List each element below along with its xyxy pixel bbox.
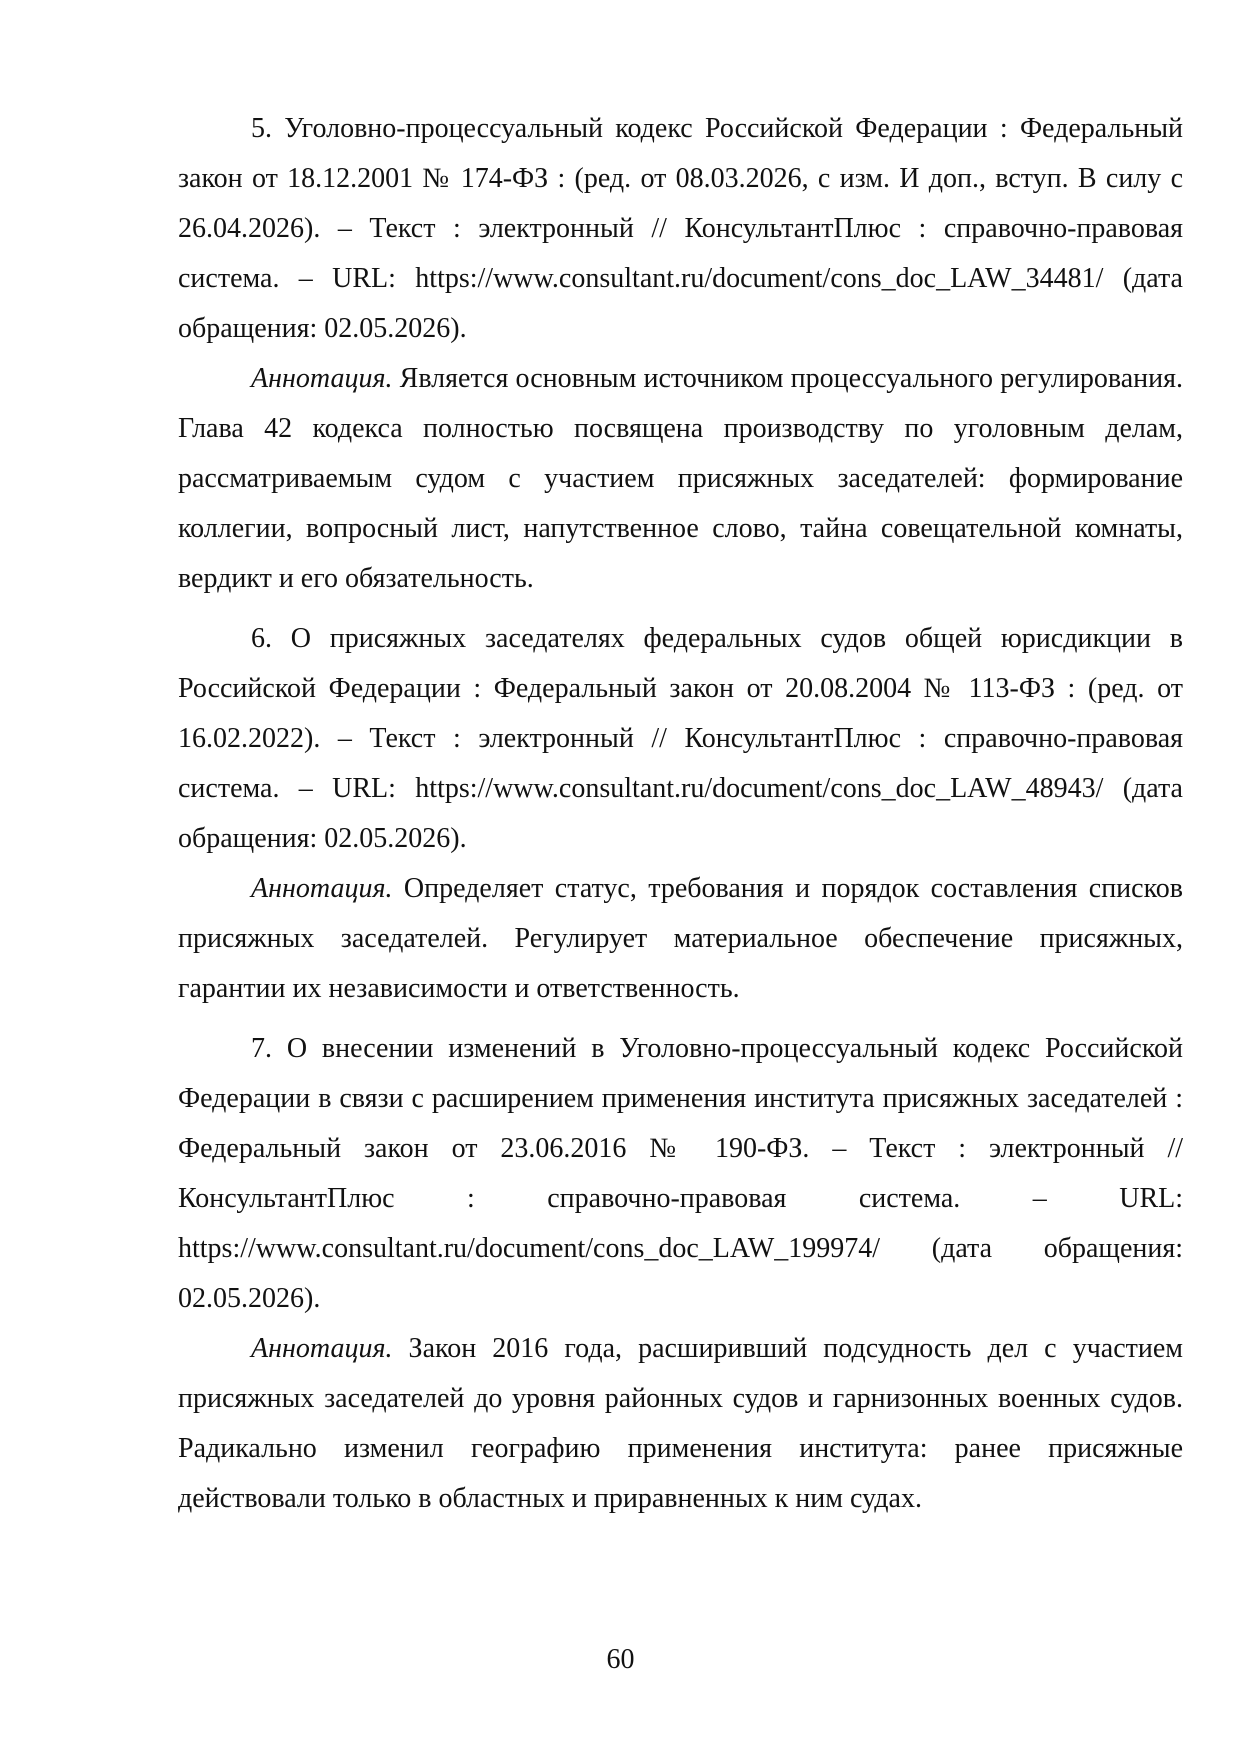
annotation-entry-7 [178,1324,1183,1524]
annotation-text: Определяет статус, требования и порядок составления списков присяжных заседателей. Регулирует материальное обеспечение присяжных, гарантии их независимости и ответственность. [178,873,1183,1004]
document-page [178,104,1183,1534]
annotation-entry-5 [178,354,1183,604]
citation-entry-6: 6. О присяжных заседателях федеральных судов общей юрисдикции в Российской Федерации : Федеральный закон от 20.08.2004 № 113-ФЗ : (ред. от 16.02.2022). – Текст : электронный // КонсультантПлюс : справочно-правовая система. – URL: https://www.consultant.ru/document/cons_doc_LAW_48943/ (дата обращения: 02.05.2026). [178,623,1183,854]
annotation-label: Аннотация. [251,363,393,394]
citation-entry-5: 5. Уголовно-процессуальный кодекс Российской Федерации : Федеральный закон от 18.12.2001 № 174-ФЗ : (ред. от 08.03.2026, с изм. И доп., вступ. В силу с 26.04.2026). – Текст : электронный // КонсультантПлюс : справочно-правовая система. – URL: https://www.consultant.ru/document/cons_doc_LAW_34481/ (дата обращения: 02.05.2026). [178,113,1183,344]
annotation-label: Аннотация. [251,873,393,904]
annotation-label: Аннотация. [251,1333,393,1364]
annotation-text: Является основным источником процессуального регулирования. Глава 42 кодекса полностью посвящена производству по уголовным делам, рассматриваемым судом с участием присяжных заседателей: формирование коллегии, вопросный лист, напутственное слово, тайна совещательной комнаты, вердикт и его обязательность. [178,363,1183,594]
annotation-text: Закон 2016 года, расширивший подсудность дел с участием присяжных заседателей до уровня районных судов и гарнизонных военных судов. Радикально изменил географию применения института: ранее присяжные действовали только в областных и приравненных к ним судах. [178,1333,1183,1514]
annotation-entry-6 [178,864,1183,1014]
citation-entry-7: 7. О внесении изменений в Уголовно-процессуальный кодекс Российской Федерации в связи с расширением применения института присяжных заседателей : Федеральный закон от 23.06.2016 № 190-ФЗ. – Текст : электронный // КонсультантПлюс : справочно-правовая система. – URL: https://www.consultant.ru/document/cons_doc_LAW_199974/ (дата обращения: 02.05.2026). [178,1033,1183,1314]
page-number: 60 [606,1644,635,1675]
